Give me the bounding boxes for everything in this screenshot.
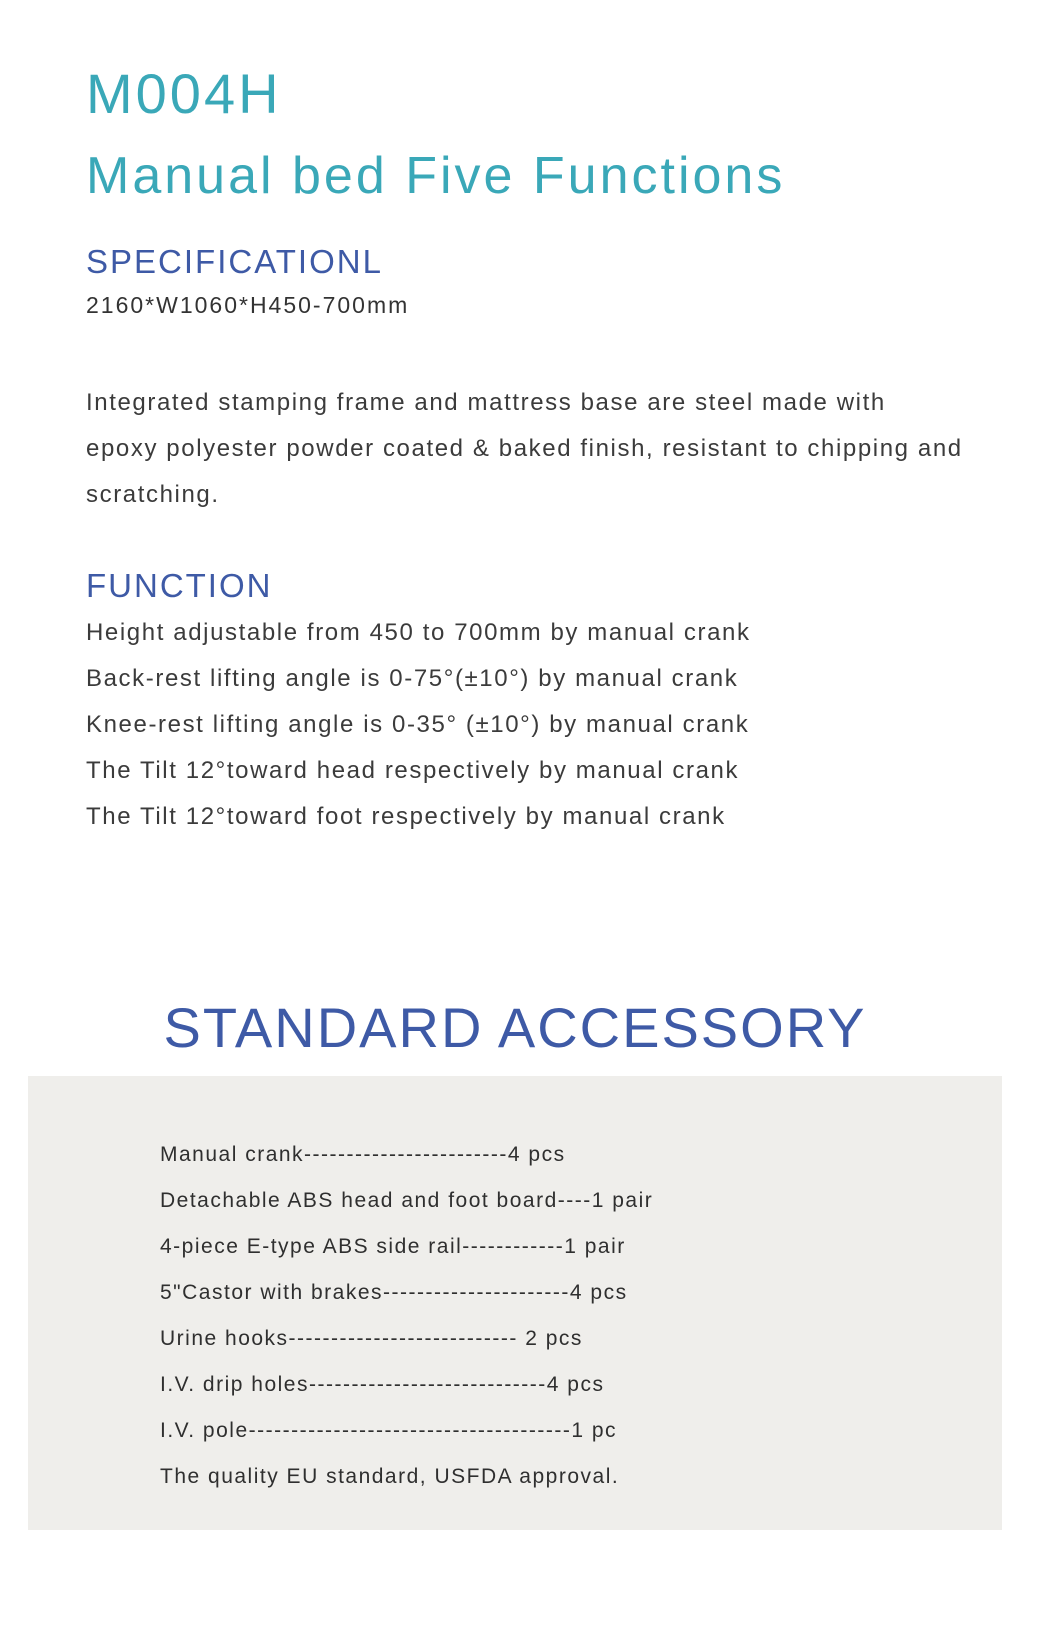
function-item: Back-rest lifting angle is 0-75°(±10°) by manual crank	[86, 665, 739, 692]
function-item: Height adjustable from 450 to 700mm by manual crank	[86, 619, 751, 646]
function-item: The Tilt 12°toward head respectively by manual crank	[86, 757, 740, 784]
function-list	[86, 610, 751, 840]
accessory-item: Detachable ABS head and foot board----1 pair	[160, 1189, 654, 1212]
specification-heading: SPECIFICATIONL	[86, 243, 383, 280]
accessory-item: 5"Castor with brakes----------------------4 pcs	[160, 1281, 628, 1304]
accessory-item: Urine hooks--------------------------- 2 pcs	[160, 1327, 583, 1350]
model-code: M004H	[86, 62, 282, 125]
standard-accessory-title: STANDARD ACCESSORY	[163, 996, 867, 1059]
function-item: The Tilt 12°toward foot respectively by manual crank	[86, 803, 726, 830]
function-item: Knee-rest lifting angle is 0-35° (±10°) by manual crank	[86, 711, 750, 738]
accessory-list	[160, 1132, 653, 1500]
dimensions: 2160*W1060*H450-700mm	[86, 292, 410, 318]
specification-description: Integrated stamping frame and mattress base are steel made with epoxy polyester powder coated & baked finish, resistant to chipping and scratching.	[86, 389, 963, 508]
accessory-item: I.V. pole--------------------------------------1 pc	[160, 1419, 618, 1442]
accessory-item: Manual crank------------------------4 pcs	[160, 1143, 566, 1166]
accessory-item: 4-piece E-type ABS side rail------------1 pair	[160, 1235, 626, 1258]
accessory-item: I.V. drip holes----------------------------4 pcs	[160, 1373, 605, 1396]
product-title: Manual bed Five Functions	[86, 147, 786, 205]
accessory-item: The quality EU standard, USFDA approval.	[160, 1465, 620, 1488]
function-heading: FUNCTION	[86, 567, 273, 604]
